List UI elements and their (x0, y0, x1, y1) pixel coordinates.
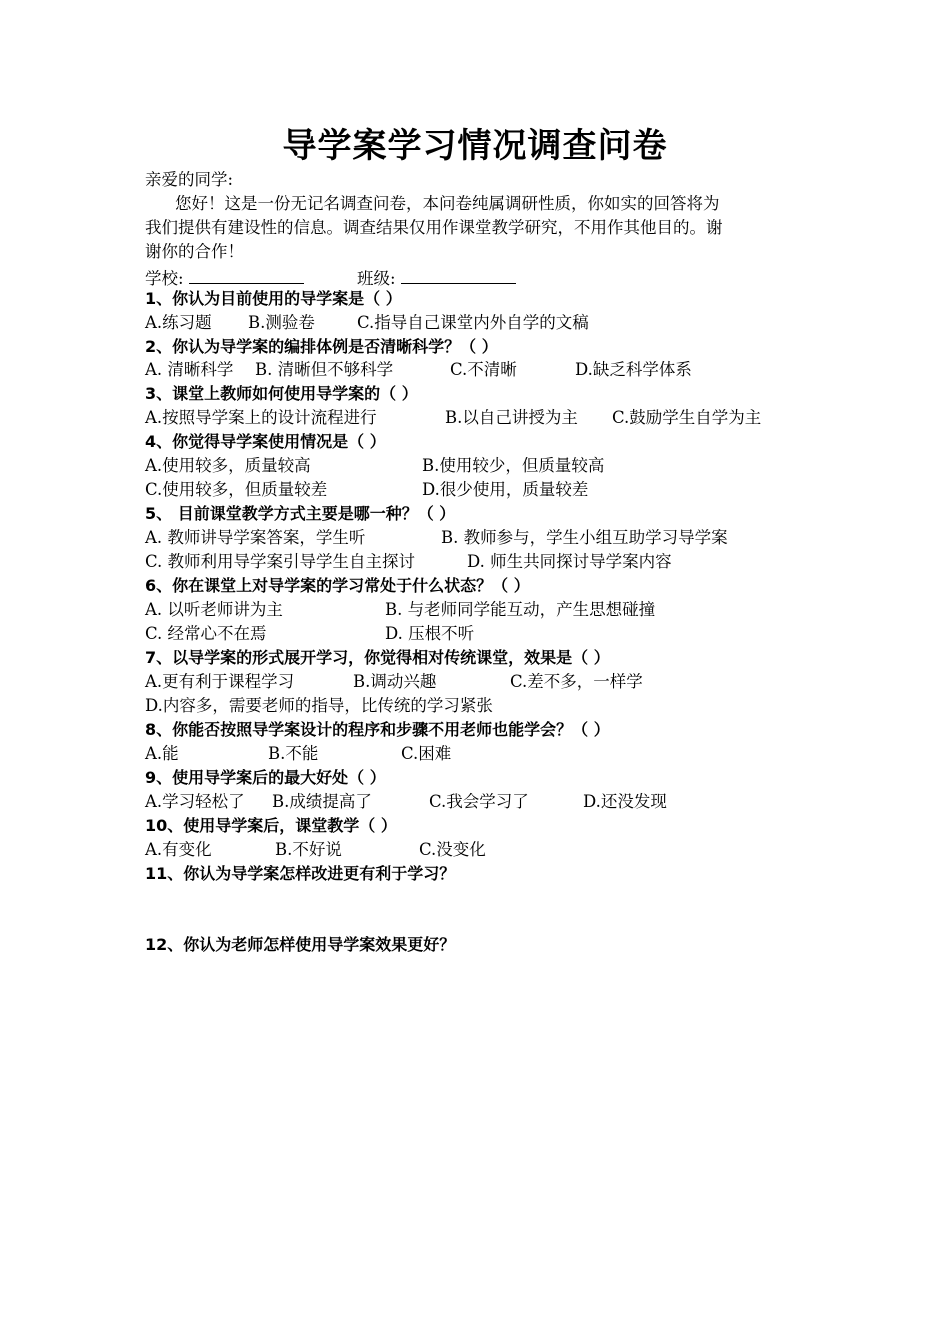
class-blank (401, 265, 516, 284)
option: B. 教师参与，学生小组互助学习导学案 (441, 528, 728, 547)
option: B.测验卷 (248, 313, 315, 332)
option: C.我会学习了 (429, 792, 529, 811)
option: B.使用较少，但质量较高 (422, 456, 605, 475)
option: B. 与老师同学能互动，产生思想碰撞 (385, 600, 656, 619)
option: B.调动兴趣 (353, 672, 437, 691)
option: C.差不多，一样学 (510, 672, 643, 691)
option: B.不能 (268, 744, 319, 763)
question-4: 4、你觉得导学案使用情况是（ ） (145, 432, 386, 451)
question-12: 12、你认为老师怎样使用导学案效果更好？ (145, 935, 456, 954)
question-6: 6、你在课堂上对导学案的学习常处于什么状态？（ ） (145, 576, 530, 595)
question-7: 7、以导学案的形式展开学习，你觉得相对传统课堂，效果是（ ） (145, 648, 610, 667)
option: A.能 (145, 744, 179, 763)
option: A.更有利于课程学习 (145, 672, 295, 691)
option: A.有变化 (145, 840, 212, 859)
option: D. 压根不听 (385, 624, 475, 643)
question-9: 9、使用导学案后的最大好处（ ） (145, 768, 386, 787)
intro-line-2: 我们提供有建设性的信息。调查结果仅用作课堂教学研究，不用作其他目的。谢 (145, 218, 723, 237)
option: C.鼓励学生自学为主 (612, 408, 762, 427)
option: B. 清晰但不够科学 (255, 360, 394, 379)
class-label: 班级: (357, 269, 396, 288)
intro-line-3: 谢你的合作！ (145, 242, 244, 261)
option: B.不好说 (275, 840, 342, 859)
question-5: 5、 目前课堂教学方式主要是哪一种？（ ） (145, 504, 456, 523)
question-2: 2、你认为导学案的编排体例是否清晰科学？（ ） (145, 337, 498, 356)
question-3: 3、课堂上教师如何使用导学案的（ ） (145, 384, 418, 403)
intro-line-1: 您好！这是一份无记名调查问卷，本问卷纯属调研性质，你如实的回答将为 (175, 194, 720, 213)
option: B.成绩提高了 (272, 792, 372, 811)
question-8: 8、你能否按照导学案设计的程序和步骤不用老师也能学会？（ ） (145, 720, 610, 739)
option: A.按照导学案上的设计流程进行 (145, 408, 377, 427)
option: C.不清晰 (450, 360, 517, 379)
option: C. 教师利用导学案引导学生自主探讨 (145, 552, 416, 571)
option: D.还没发现 (583, 792, 667, 811)
option: D.内容多，需要老师的指导，比传统的学习紧张 (145, 696, 493, 715)
option: D. 师生共同探讨导学案内容 (467, 552, 672, 571)
option: D.很少使用，质量较差 (422, 480, 589, 499)
option: A.练习题 (145, 313, 212, 332)
option: C.没变化 (419, 840, 486, 859)
page-title: 导学案学习情况调查问卷 (282, 126, 668, 166)
question-1: 1、你认为目前使用的导学案是（ ） (145, 289, 402, 308)
option: A.使用较多，质量较高 (145, 456, 311, 475)
option: A.学习轻松了 (145, 792, 245, 811)
option: A. 清晰科学 (145, 360, 234, 379)
option: C. 经常心不在焉 (145, 624, 267, 643)
greeting: 亲爱的同学: (145, 170, 234, 189)
school-blank (189, 265, 304, 284)
option: C.指导自己课堂内外自学的文稿 (357, 313, 589, 332)
option: C.困难 (401, 744, 452, 763)
option: A. 教师讲导学案答案，学生听 (145, 528, 366, 547)
option: B.以自己讲授为主 (445, 408, 578, 427)
option: C.使用较多，但质量较差 (145, 480, 328, 499)
question-10: 10、使用导学案后，课堂教学（ ） (145, 816, 397, 835)
question-11: 11、你认为导学案怎样改进更有利于学习？ (145, 864, 456, 883)
option: D.缺乏科学体系 (575, 360, 692, 379)
school-label: 学校: (145, 269, 184, 288)
option: A. 以听老师讲为主 (145, 600, 283, 619)
